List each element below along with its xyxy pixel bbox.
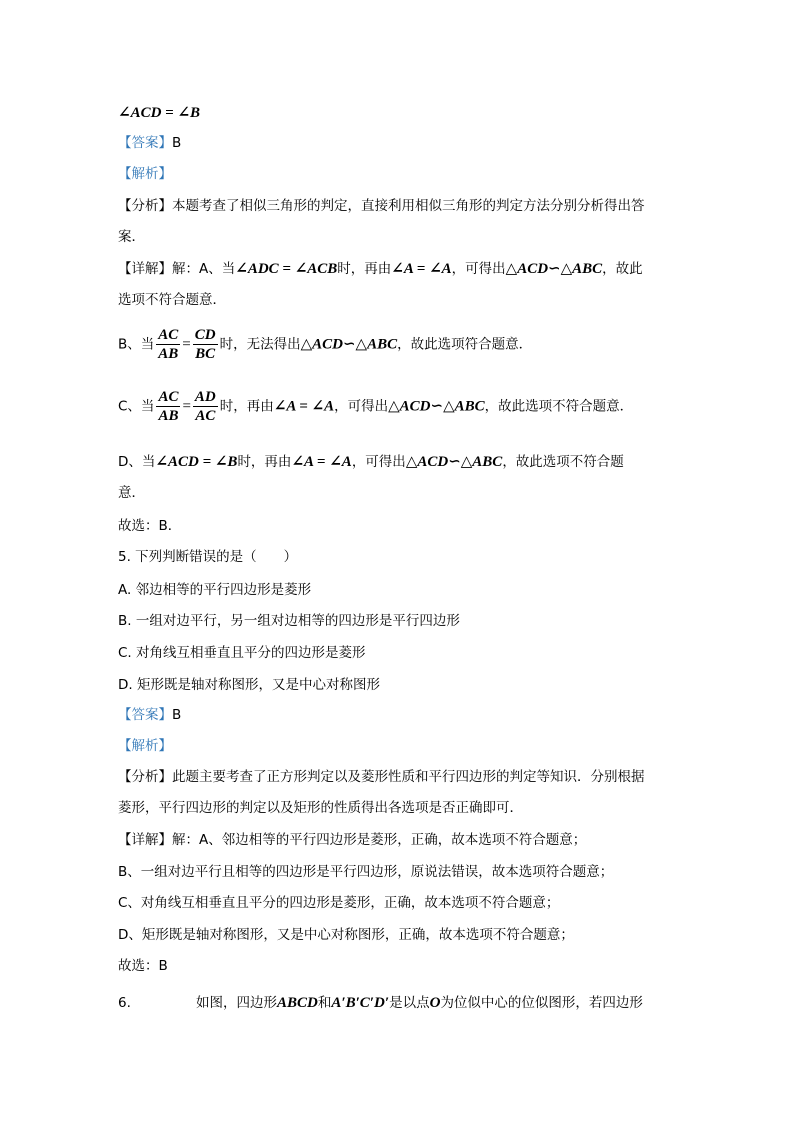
text-line (118, 388, 633, 425)
t: ，故此选项不符合题意． (484, 398, 634, 415)
t: ，故此选项符合题意． (397, 336, 533, 353)
text-line: 案． (118, 229, 145, 245)
option-a: A. 邻边相等的平行四边形是菱形 (118, 582, 312, 598)
t: 时，再由 (337, 261, 392, 277)
equals: = (182, 398, 191, 415)
answer-tag: 【答案】 (118, 135, 172, 151)
math: O (429, 995, 441, 1011)
t: 【详解】解：A、当 (118, 261, 236, 277)
math: ∠A = ∠A (291, 454, 352, 470)
math: △ACD∽△ABC (405, 454, 503, 470)
num: AD (194, 389, 216, 405)
text-line: 故选：B (118, 958, 168, 974)
option-b: B. 一组对边平行，另一组对边相等的四边形是平行四边形 (118, 613, 460, 629)
den: AC (195, 408, 216, 424)
answer-value: B (172, 135, 182, 151)
t: C、当 (118, 398, 155, 415)
analysis-tag: 【解析】 (118, 166, 172, 182)
analysis-tag: 【解析】 (118, 738, 172, 754)
t: ，故此选项不符合题 (502, 454, 624, 470)
math: △ACD∽△ABC (505, 261, 603, 277)
t: ，可得出 (334, 398, 389, 415)
num: AC (158, 389, 179, 405)
math: ∠A = ∠A (273, 398, 335, 415)
fraction (193, 326, 218, 363)
num: CD (194, 327, 216, 343)
option-c: C. 对角线互相垂直且平分的四边形是菱形 (118, 645, 366, 661)
t: 时，无法得出 (219, 336, 301, 353)
math: ∠ADC = ∠ACB (235, 261, 338, 277)
num: AC (158, 327, 179, 343)
den: AB (158, 408, 179, 424)
math: ABCD (277, 995, 318, 1011)
math-line (118, 104, 200, 122)
answer-value: B (172, 707, 182, 723)
text-line: D、矩形既是轴对称图形，又是中心对称图形，正确，故本选项不符合题意； (118, 927, 574, 943)
question-number: 6. (118, 995, 131, 1011)
t: 是以点 (389, 995, 430, 1011)
math: A′B′C′D′ (331, 995, 390, 1011)
fraction (156, 388, 180, 425)
t: ，故此 (602, 261, 643, 277)
math: △ACD∽△ABC (300, 336, 398, 353)
t: 时，再由 (237, 454, 292, 470)
question-5: 5. 下列判断错误的是（ ） (118, 549, 298, 565)
option-d: D. 矩形既是轴对称图形，又是中心对称图形 (118, 677, 380, 693)
equals: = (182, 336, 191, 353)
text-line: 【分析】此题主要考查了正方形判定以及菱形性质和平行四边形的判定等知识．分别根据 (118, 769, 645, 785)
math: ∠ACD = ∠B (118, 105, 201, 121)
den: AB (158, 346, 179, 362)
answer-line (118, 134, 181, 152)
t: 时，再由 (219, 398, 274, 415)
math: △ACD∽△ABC (388, 398, 485, 415)
den: BC (195, 346, 216, 362)
fraction (193, 388, 218, 425)
answer-tag: 【答案】 (118, 707, 172, 723)
text-line (118, 260, 643, 278)
t: ，可得出 (351, 454, 406, 470)
answer-line (118, 706, 181, 724)
fraction (156, 326, 180, 363)
t: ，可得出 (451, 261, 506, 277)
text-line: 意． (118, 485, 145, 501)
text-line: C、对角线互相垂直且平分的四边形是菱形，正确，故本选项不符合题意； (118, 895, 560, 911)
text-line: 【分析】本题考查了相似三角形的判定，直接利用相似三角形的判定方法分别分析得出答 (118, 198, 645, 214)
text-line: 故选：B． (118, 518, 182, 534)
text-line (118, 453, 624, 471)
t: D、当 (118, 454, 156, 470)
text-line: B、一组对边平行且相等的四边形是平行四边形，原说法错误，故本选项符合题意； (118, 864, 614, 880)
text-line: 选项不符合题意． (118, 292, 226, 308)
text-line: 【详解】解：A、邻边相等的平行四边形是菱形，正确，故本选项不符合题意； (118, 832, 587, 848)
t: B、当 (118, 336, 155, 353)
question-6 (118, 994, 643, 1012)
math: ∠ACD = ∠B (155, 454, 238, 470)
text-line: 菱形，平行四边形的判定以及矩形的性质得出各选项是否正确即可． (118, 800, 523, 816)
t: 如图，四边形 (196, 995, 277, 1011)
t: 和 (317, 995, 332, 1011)
math: ∠A = ∠A (391, 261, 452, 277)
t: 为位似中心的位似图形，若四边形 (440, 995, 643, 1011)
text-line (118, 326, 532, 363)
